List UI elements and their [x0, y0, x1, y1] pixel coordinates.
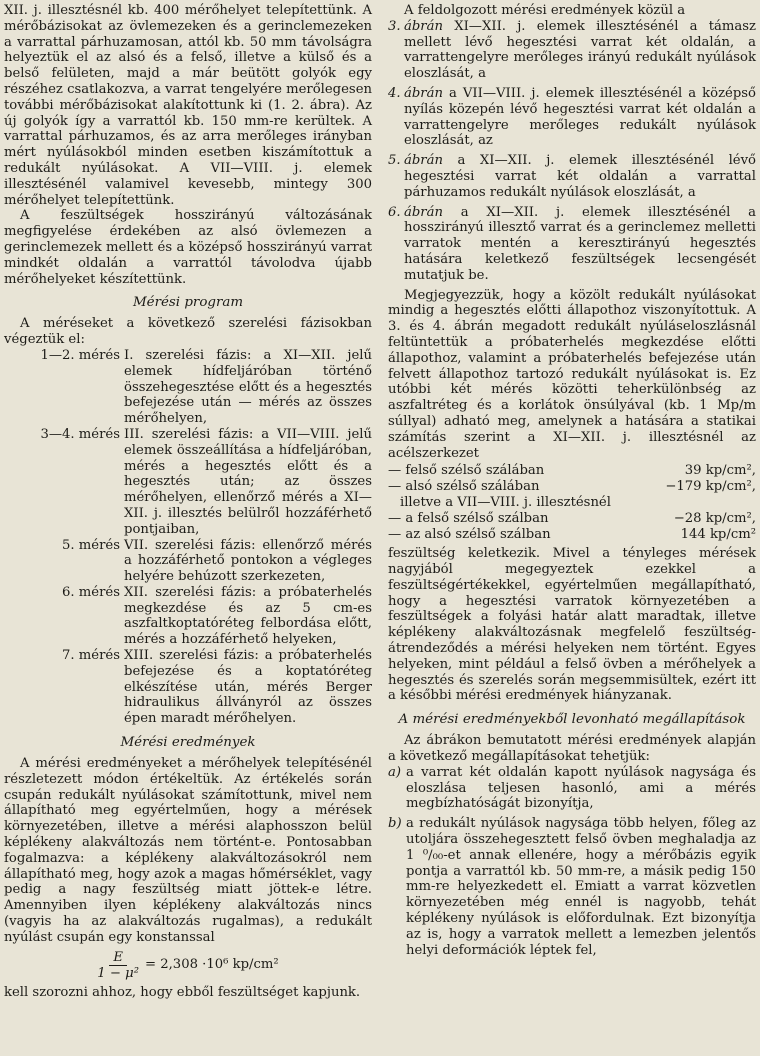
stress-label: — alsó szélső szálában [388, 479, 540, 495]
stress-label: — a felső szélső szálban [388, 510, 549, 526]
fraction-numerator: E [109, 950, 127, 966]
figure-list [388, 19, 756, 284]
list-item [388, 86, 756, 149]
paragraph: A feldolgozott mérési eredmények közül a [404, 3, 686, 18]
section-heading-conclusions: A mérési eredményekből levonható megállapítások [398, 712, 746, 728]
stress-value: 39 kp/cm², [684, 463, 756, 479]
list-item [4, 538, 372, 585]
stress-value: 144 kp/cm² [680, 526, 756, 542]
stress-label: — az alsó szélső szálban [388, 526, 551, 542]
list-item [388, 153, 756, 200]
stress-value: −179 kp/cm², [665, 479, 756, 495]
list-label: 6. mérés [62, 584, 120, 600]
list-text: a XI—XII. j. elemek illesztésénél lévő hegesztési varrat két oldalán a varrattal párhuzamos redukált nyúlások eloszlását, a [404, 153, 756, 200]
paragraph: A feszültségek hosszirányú változásának megfigyelése érdekében az alsó övlemezen a gerinclemezek mellett és a középső hosszirányú varrat mindkét oldalán a varrattól távolodva újabb mérőhelyeket készítettünk. [4, 208, 372, 287]
list-text: a XI—XII. j. elemek illesztésénél a hosszirányú illesztő varrat és a gerinclemez melletti varratok mentén a keresztirányú hegesztés hatására keletkező feszültségek lecsengését mutatjuk be. [404, 204, 756, 283]
fraction-denominator: 1 − μ² [97, 965, 139, 981]
list-text: a VII—VIII. j. elemek illesztésénél a középső nyílás közepén lévő hegesztési varrat két oldalán a varrattengelyre merőleges redukált nyúlások eloszlását, az [404, 85, 756, 149]
list-text: III. szerelési fázis: a VII—VIII. jelű elemek összeállítása a hídfeljáróban, mérés a hegesztés előtt és a hegesztés után; az összes mérőhelyen, ellenőrző mérés a XI—XII. j. illesztés belülről hozzáférhető pontjaiban, [124, 426, 372, 537]
list-text: VII. szerelési fázis: ellenőrző mérés a hozzáférhető pontokon a végleges helyére behúzott szerkezeten, [124, 537, 372, 585]
list-text: XII. szerelési fázis: a próbaterhelés megkezdése és az 5 cm-es aszfaltkoptatóréteg felbordása előtt, mérés a hozzáférhető helyeken, [124, 584, 372, 648]
fraction [97, 950, 139, 981]
list-label: b) [388, 816, 402, 832]
list-label: 3—4. mérés [40, 426, 120, 442]
stress-value: −28 kp/cm², [673, 510, 756, 526]
stress-row [388, 479, 756, 495]
section-heading-results: Mérési eredmények [120, 735, 256, 751]
paragraph: XII. j. illesztésnél kb. 400 mérőhelyet telepítettünk. A mérőbázisokat az övlemezeken és a gerinclemezeken a varrattal párhuzamosan, attól kb. 50 mm távolságra helyeztük el az alsó és a felső, illetve a külső és a belső felületen, majd a már beütött golyók egy részéhez csatlakozva, a varrat tengelyére merőlegesen további mérőbázisokat alakítottunk ki (1. 2. ábra). Az új golyók így a varrattól kb. 150 mm-re kerültek. A varrattal párhuzamos, és az arra merőleges irányban mért nyúlásokból minden esetben kiszámítottuk a redukált nyúlásokat. A VII—VIII. j. elemek illesztésénél valamivel kevesebb, mintegy 300 mérőhelyet telepítettünk. [4, 3, 372, 208]
conclusion-list [388, 765, 756, 959]
list-text: a redukált nyúlások nagysága több helyen, főleg az utoljára összehegesztett felső övben meghaladja az 1 ⁰/₀₀-et annak ellenére, hogy a mérőbázis egyik pontja a varrattól kb. 50 mm-re, a másik pedig 150 mm-re helyezkedett el. Emiatt a varrat közvetlen környezetében még ennél is nagyobb, tehát képlékeny nyúlások is előfordulnak. Ezt bizonyítja az is, hogy a varratok mellett a lemezben jelentős helyi deformációk léptek fel, [406, 816, 756, 958]
list-item [4, 348, 372, 427]
paragraph: Az ábrákon bemutatott mérési eredmények alapján a következő megállapításokat tehetjük: [388, 733, 756, 765]
list-text: XIII. szerelési fázis: a próbaterhelés befejezése és a koptatóréteg elkészítése után, mérés Berger hidraulikus állványról az összes épen maradt mérőhelyen. [124, 648, 372, 727]
list-label: 1—2. mérés [40, 347, 120, 363]
stress-row [388, 527, 756, 543]
list-label: 4. [388, 85, 401, 101]
list-text: I. szerelési fázis: a XI—XII. jelű elemek hídfeljáróban történő összehegesztése előtt és a hegesztés befejezése után — mérés az összes mérőhelyen, [124, 347, 372, 427]
paragraph: kell szorozni ahhoz, hogy ebből feszültséget kapjunk. [4, 984, 361, 1000]
list-text: XI—XII. j. elemek illesztésénél a támasz mellett lévő hegesztési varrat két oldalán, a varrattengelyre merőleges irányú redukált nyúlások eloszlását, a [404, 18, 756, 82]
list-item [4, 585, 372, 648]
formula [4, 950, 372, 981]
stress-row [388, 463, 756, 479]
measurement-steps [4, 348, 372, 727]
list-item [388, 19, 756, 82]
paragraph: A méréseket a következő szerelési fázisokban végeztük el: [4, 316, 372, 348]
list-text: a varrat két oldalán kapott nyúlások nagysága és eloszlása teljesen hasonló, ami a mérés megbízhatóságát bizonyítja, [406, 764, 756, 812]
figure-ref: ábrán [404, 153, 443, 169]
figure-ref: ábrán [404, 204, 443, 220]
left-column [4, 3, 372, 1000]
list-label: 6. [388, 204, 401, 220]
list-label: a) [388, 764, 402, 780]
section-heading-program: Mérési program [132, 295, 244, 311]
figure-ref: ábrán [404, 18, 443, 34]
paragraph: A mérési eredményeket a mérőhelyek telepítésénél részletezett módon értékeltük. Az értékelés során csupán redukált nyúlásokat számítottunk, mivel nem állapítható meg egyértelműen, hogy a mérések környezetében, illetve a mérési alaphosszon belül képlékeny alakváltozás nem történt-e. Pontosabban fogalmazva: a képlékeny alakváltozásokról nem állapítható meg, hogy azok a magas hőmérséklet, vagy pedig a nagy feszültség miatt jöttek-e létre. Amennyiben ilyen képlékeny alakváltozás nincs (vagyis ha az alakváltozás rugalmas), a redukált nyúlást csupán egy konstanssal [4, 756, 372, 945]
stress-subheading: illetve a VII—VIII. j. illesztésnél [400, 494, 611, 510]
formula-rhs: = 2,308 ·10⁶ kp/cm² [144, 957, 279, 973]
paragraph: feszültség keletkezik. Mivel a tényleges mérések nagyjából megegyeztek ezekkel a feszültségértékekkel, egyértelműen megállapítható, hogy a hegesztési varratok környezetében a feszültségek a folyási határ alatt maradtak, illetve képlékeny alakváltozásnak megfelelő feszültség-átrendeződés a mérési helyeken nem történt. Egyes helyeken, mint például a felső övben a mérőhelyek a hegesztés és szerelés során megsemmisültek, ezért itt a későbbi mérési eredmények hiányzanak. [388, 546, 756, 704]
list-label: 5. [388, 153, 401, 169]
list-item [388, 765, 756, 812]
list-item [4, 648, 372, 727]
paragraph: Megjegyezzük, hogy a közölt redukált nyúlásokat mindig a hegesztés előtti állapothoz viszonyítottuk. A 3. és 4. ábrán megadott redukált nyúláseloszlásnál feltüntettük a próbaterhelés megkezdése előtti állapothoz, valamint a próbaterhelés befejezése után felvett állapothoz tartozó redukált nyúlásokat is. Ez utóbbi két mérés közötti teherkülönbség az aszfaltréteg és a korlátok önsúlyával (kb. 1 Mp/m súllyal) adható meg, amelynek a hatására a statikai számítás szerint a XI—XII. j. illesztésnél az acélszerkezet [388, 287, 756, 461]
stress-row [388, 511, 756, 527]
stress-label: — felső szélső szálában [388, 463, 545, 479]
list-label: 5. mérés [62, 537, 120, 553]
stress-values [388, 463, 756, 542]
list-item [388, 205, 756, 284]
right-column [388, 3, 756, 962]
list-label: 3. [388, 18, 401, 34]
list-label: 7. mérés [62, 648, 120, 664]
figure-ref: ábrán [404, 85, 443, 101]
list-item [388, 816, 756, 958]
list-item [4, 427, 372, 538]
